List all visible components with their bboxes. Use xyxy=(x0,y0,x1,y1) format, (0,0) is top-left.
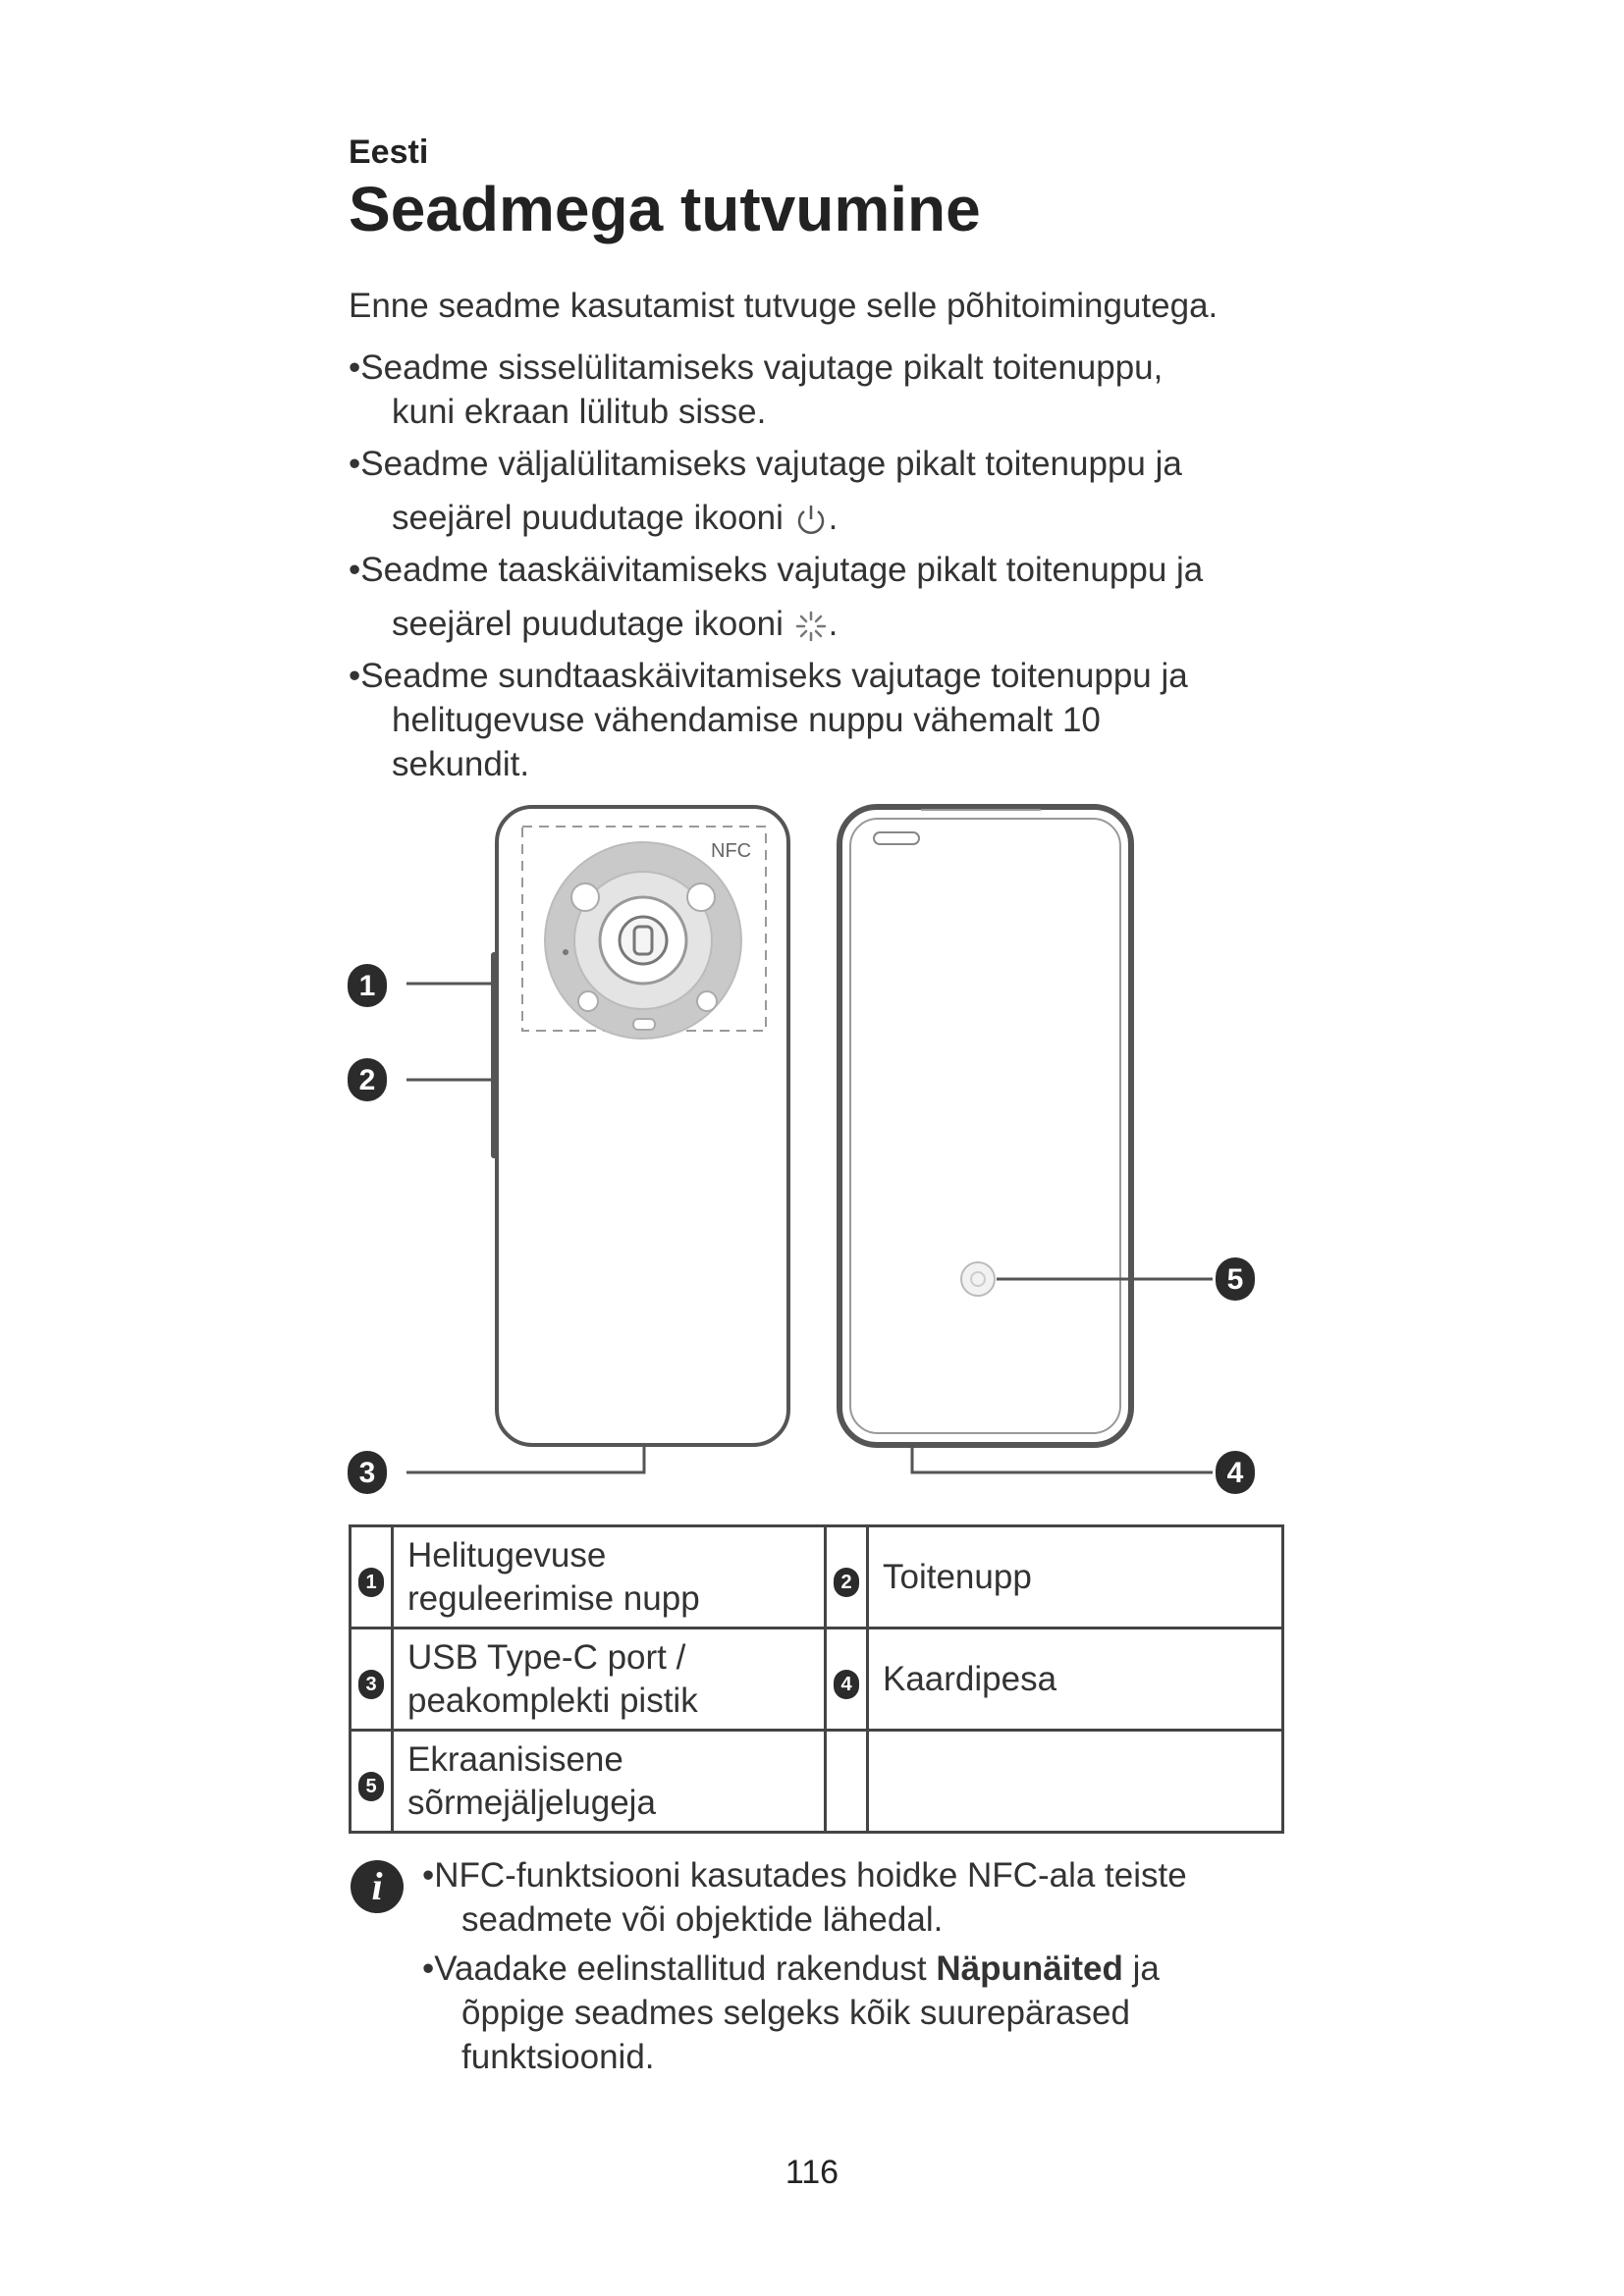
bullet-line: •Seadme väljalülitamiseks vajutage pikalt toitenuppu ja xyxy=(349,445,1182,483)
note-nfc xyxy=(422,1853,1187,1942)
bullet-line: seejärel puudutage ikooni xyxy=(392,499,784,537)
table-row xyxy=(351,1526,1283,1629)
legend-text: sõrmejäljelugeja xyxy=(407,1783,656,1822)
info-icon: i xyxy=(351,1860,404,1913)
legend-text: Toitenupp xyxy=(868,1526,1283,1629)
bullet-line: seejärel puudutage ikooni xyxy=(392,605,784,643)
phone-front xyxy=(839,807,1131,1445)
phone-back xyxy=(491,807,788,1445)
legend-badge: 1 xyxy=(358,1568,384,1597)
bullet-power-on xyxy=(349,346,1163,434)
table-row xyxy=(351,1731,1283,1833)
svg-text:4: 4 xyxy=(1226,1457,1244,1489)
bullet-restart: •Seadme taaskäivitamiseks vajutage pikalt toitenuppu ja seejärel puudutage ikooni . xyxy=(349,551,1204,643)
note-line: funktsioonid. xyxy=(461,2038,655,2076)
legend-text: peakomplekti pistik xyxy=(407,1681,698,1720)
restart-icon xyxy=(793,609,829,644)
page-title: Seadmega tutvumine xyxy=(349,174,981,244)
legend-text: reguleerimise nupp xyxy=(407,1578,700,1618)
callout-5 xyxy=(1216,1257,1255,1301)
callout-4 xyxy=(1216,1451,1255,1494)
legend-badge: 3 xyxy=(358,1670,384,1699)
bullet-line: •Seadme sundtaaskäivitamiseks vajutage toitenuppu ja xyxy=(349,657,1188,695)
bullet-power-off: •Seadme väljalülitamiseks vajutage pikalt toitenuppu ja seejärel puudutage ikooni . xyxy=(349,445,1182,537)
note-tips: •Vaadake eelinstallitud rakendust Näpunäited ja õppige seadmes selgeks kõik suurepärased funktsioonid. xyxy=(422,1947,1160,2079)
svg-text:2: 2 xyxy=(358,1064,376,1096)
callout-1 xyxy=(348,964,387,1007)
note-line: seadmete või objektide lähedal. xyxy=(461,1900,944,1939)
table-row xyxy=(351,1629,1283,1731)
bullet-line: sekundit. xyxy=(392,745,530,783)
legend-text: Ekraanisisene xyxy=(407,1739,623,1779)
callout-2 xyxy=(348,1058,387,1101)
svg-text:1: 1 xyxy=(358,970,376,1002)
nfc-label: NFC xyxy=(711,840,752,862)
note-line: •NFC-funktsiooni kasutades hoidke NFC-ala teiste xyxy=(422,1856,1187,1895)
power-icon xyxy=(793,503,829,538)
legend-badge: 5 xyxy=(358,1772,384,1801)
bullet-line: •Seadme taaskäivitamiseks vajutage pikalt toitenuppu ja xyxy=(349,551,1204,589)
svg-text:3: 3 xyxy=(358,1457,376,1489)
page-number: 116 xyxy=(785,2154,839,2191)
bullet-line: helitugevuse vähendamise nuppu vähemalt 10 xyxy=(392,701,1101,739)
legend-text: Helitugevuse xyxy=(407,1535,607,1575)
legend-text: Kaardipesa xyxy=(868,1629,1283,1731)
legend-badge: 2 xyxy=(834,1568,859,1597)
legend-text: USB Type-C port / xyxy=(407,1637,686,1677)
legend-badge: 4 xyxy=(834,1670,859,1699)
bullet-line: •Seadme sisselülitamiseks vajutage pikalt toitenuppu, xyxy=(349,348,1164,387)
language-label: Eesti xyxy=(349,133,429,171)
bullet-line: kuni ekraan lülitub sisse. xyxy=(392,393,767,431)
device-diagram xyxy=(334,795,1296,1512)
fingerprint-icon xyxy=(961,1262,995,1296)
callout-3 xyxy=(348,1451,387,1494)
intro-text: Enne seadme kasutamist tutvuge selle põhitoimingutega. xyxy=(349,287,1218,325)
note-line: õppige seadmes selgeks kõik suurepärased xyxy=(461,1994,1130,2032)
svg-text:5: 5 xyxy=(1226,1263,1244,1296)
tips-app-name: Näpunäited xyxy=(936,1949,1123,1988)
legend-table xyxy=(349,1524,1284,1834)
bullet-force-restart xyxy=(349,654,1188,786)
